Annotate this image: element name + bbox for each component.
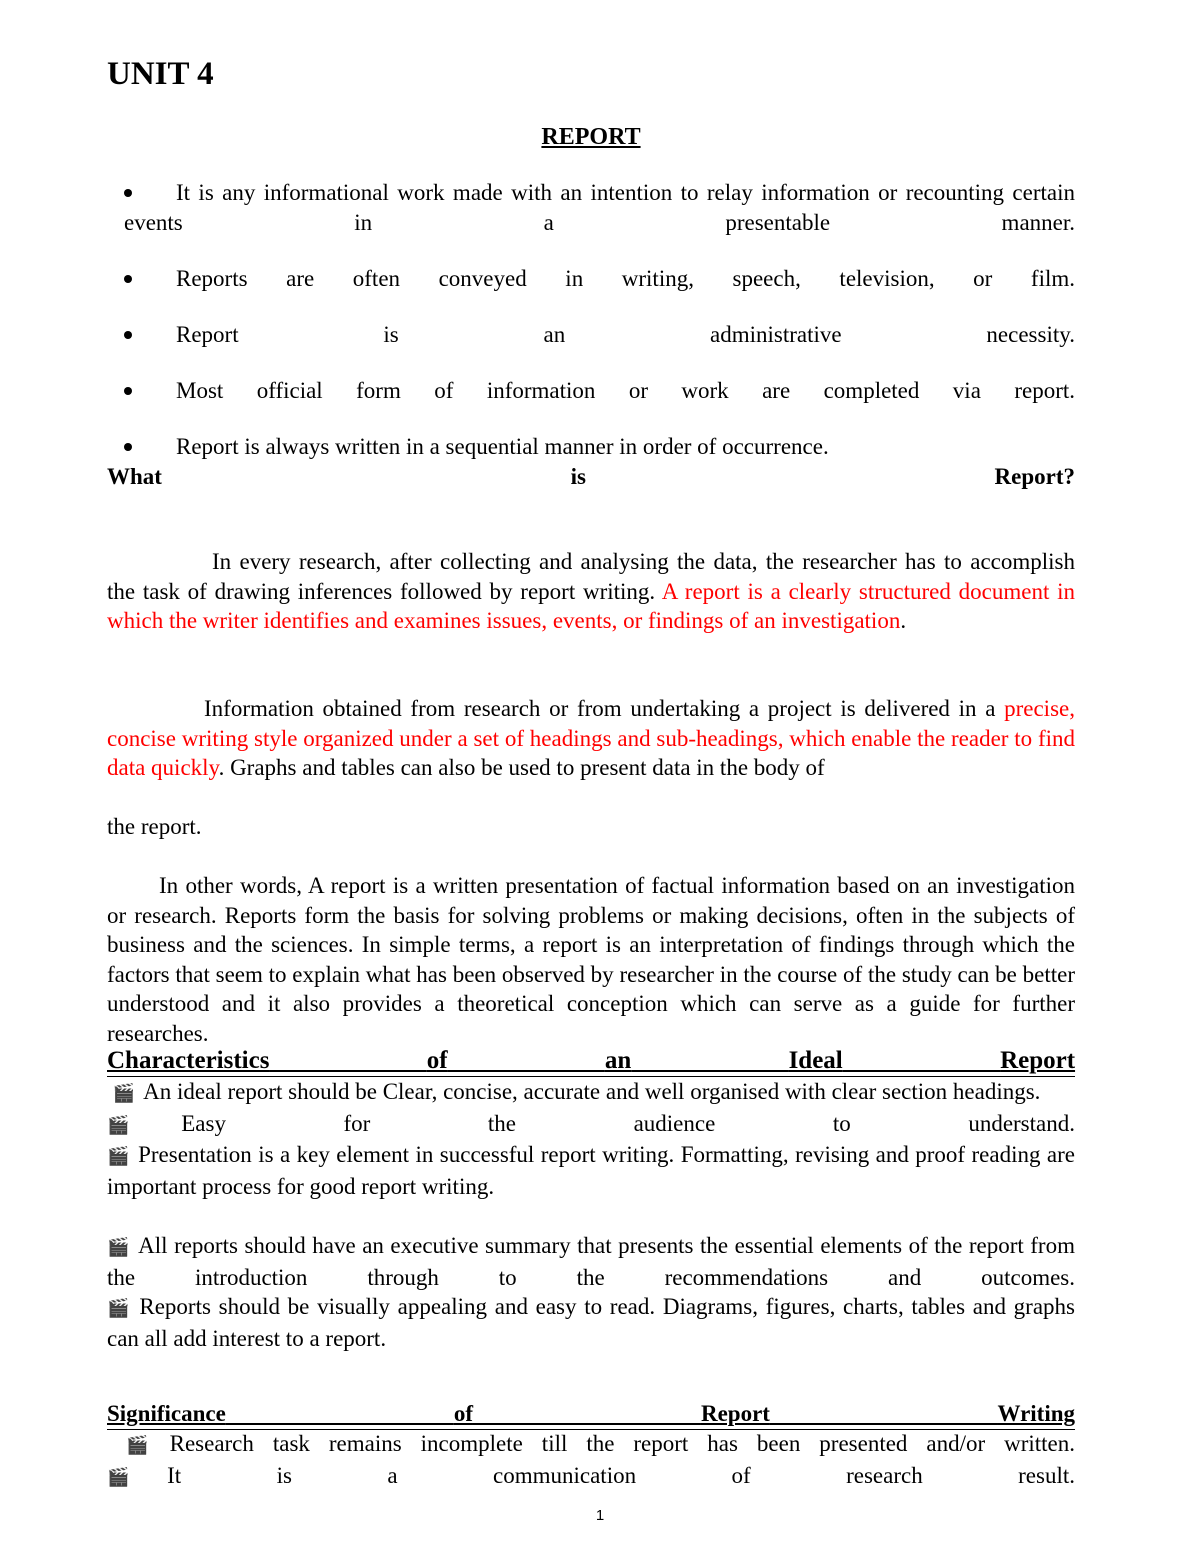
definition-paragraph: In every research, after collecting and analysing the data, the researcher has to accomplish the task of drawing inferences followed by report writing. A report is a clearly structured document in which the writer identifies and examines issues, events, or findings of an investigation.: [107, 549, 1075, 634]
report-title: REPORT: [541, 124, 641, 150]
information-paragraph: Information obtained from research or from undertaking a project is delivered in a precise, concise writing style organized under a set of headings and sub-headings, which enable the reader to find data quickly. Graphs and tables can also be used to present data in the body of: [107, 696, 1075, 781]
information-paragraph-end: the report.: [107, 814, 202, 839]
clapperboard-icon: 🎬: [107, 1466, 160, 1488]
clapperboard-icon: 🎬: [107, 1146, 131, 1168]
list-item: 🎬 Research task remains incomplete till the report has been presented and/or written.: [125, 1431, 1075, 1456]
list-item: 🎬 It is a communication of research result.: [107, 1462, 1075, 1488]
bullet-dot-icon: [124, 331, 132, 339]
list-item: Report is an administrative necessity.: [124, 320, 1075, 350]
bullet-dot-icon: [124, 387, 132, 395]
highlighted-definition: A report is a clearly structured document in which the writer identifies and examines issues, events, or findings of an investigation: [107, 578, 1075, 634]
list-item: 🎬 Easy for the audience to understand.: [107, 1110, 1075, 1136]
report-bullet-list: [124, 178, 1075, 462]
clapperboard-icon: 🎬: [112, 1083, 136, 1104]
page-number: 1: [595, 1507, 605, 1524]
bullet-dot-icon: [124, 189, 132, 197]
bullet-dot-icon: [124, 443, 132, 451]
list-item: 🎬 An ideal report should be Clear, concise, accurate and well organised with clear section headings.: [112, 1079, 1041, 1104]
significance-heading: Significance of Report Writing: [107, 1399, 1075, 1430]
clapperboard-icon: 🎬: [107, 1114, 174, 1136]
what-is-report-heading: What is Report?: [107, 464, 1075, 489]
characteristics-heading: Characteristics of an Ideal Report: [107, 1046, 1075, 1077]
list-item: 🎬 Reports should be visually appealing and easy to read. Diagrams, figures, charts, tables and graphs can all add interest to a report.: [107, 1294, 1075, 1351]
list-item: 🎬 All reports should have an executive summary that presents the essential elements of the report from the introduction through to the recommendations and outcomes.: [107, 1232, 1075, 1290]
clapperboard-icon: 🎬: [125, 1435, 162, 1456]
bullet-dot-icon: [124, 275, 132, 283]
highlighted-style-text: precise, concise writing style organized under a set of headings and sub-headings, which enable the reader to find data quickly: [107, 696, 1075, 781]
significance-list: [107, 1429, 1075, 1492]
list-item: Reports are often conveyed in writing, speech, television, or film.: [124, 264, 1075, 294]
unit-title: UNIT 4: [107, 56, 214, 92]
clapperboard-icon: 🎬: [107, 1236, 131, 1258]
list-item: It is any informational work made with an intention to relay information or recounting certain events in a presentable manner.: [124, 180, 1075, 235]
list-item: Most official form of information or work are completed via report.: [124, 376, 1075, 406]
list-item: Report is always written in a sequential manner in order of occurrence.: [124, 432, 1075, 462]
list-item: 🎬 Presentation is a key element in successful report writing. Formatting, revising and proof reading are important process for good report writing.: [107, 1142, 1075, 1199]
clapperboard-icon: 🎬: [107, 1298, 132, 1320]
characteristics-list: [107, 1077, 1075, 1353]
other-words-paragraph: In other words, A report is a written presentation of factual information based on an investigation or research. Reports form the basis for solving problems or making decisions, often in the subjects of business and the sciences. In simple terms, a report is an interpretation of findings through which the factors that seem to explain what has been observed by researcher in the course of the study can be better understood and it also provides a theoretical conception which can serve as a guide for further researches.: [107, 873, 1075, 1046]
